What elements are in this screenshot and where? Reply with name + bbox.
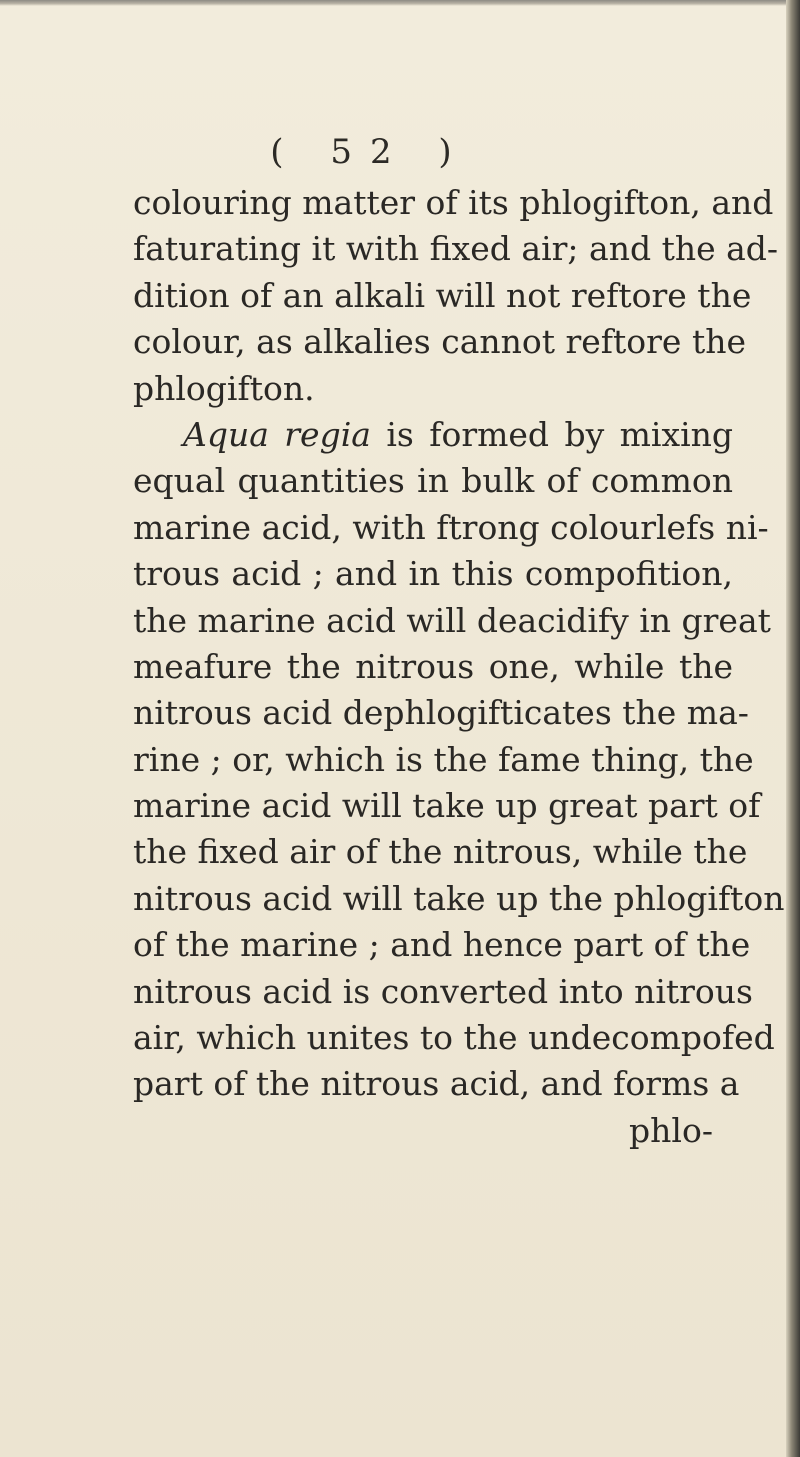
text-line: nitrous acid is converted into nitrous xyxy=(133,971,753,1011)
paragraph-start-line xyxy=(133,412,733,458)
page-binding-edge xyxy=(786,0,800,1457)
text-line: trous acid ; and in this compofition, xyxy=(133,554,733,594)
text-line: the marine acid will deacidify in great xyxy=(133,600,771,640)
text-line: rine ; or, which is the fame thing, the xyxy=(133,739,754,779)
catchword: phlo- xyxy=(629,1110,713,1150)
italic-term: Aqua regia xyxy=(183,414,371,454)
text-line: nitrous acid dephlogifticates the ma- xyxy=(133,693,749,733)
text-line: part of the nitrous acid, and forms a xyxy=(133,1064,740,1104)
text-line: phlogifton. xyxy=(133,368,315,408)
text-line: dition of an alkali will not reftore the xyxy=(133,275,752,315)
text-fragment: is formed by mixing xyxy=(386,414,734,454)
body-text xyxy=(133,180,785,1154)
text-line: meafure the nitrous one, while the xyxy=(133,646,733,686)
text-line: marine acid will take up great part of xyxy=(133,786,761,826)
top-edge-shadow xyxy=(0,0,790,6)
page-number: ( 52 ) xyxy=(270,132,470,172)
text-line: air, which unites to the undecompofed xyxy=(133,1018,775,1058)
text-line: equal quantities in bulk of common xyxy=(133,461,733,501)
text-line: the fixed air of the nitrous, while the xyxy=(133,832,748,872)
text-line: faturating it with fixed air; and the ad- xyxy=(133,229,779,269)
text-line: marine acid, with ftrong colourlefs ni- xyxy=(133,507,769,547)
text-line: colour, as alkalies cannot reftore the xyxy=(133,322,746,362)
text-line: of the marine ; and hence part of the xyxy=(133,925,751,965)
text-line: colouring matter of its phlogifton, and xyxy=(133,183,774,222)
text-line: nitrous acid will take up the phlogifton xyxy=(133,878,785,918)
